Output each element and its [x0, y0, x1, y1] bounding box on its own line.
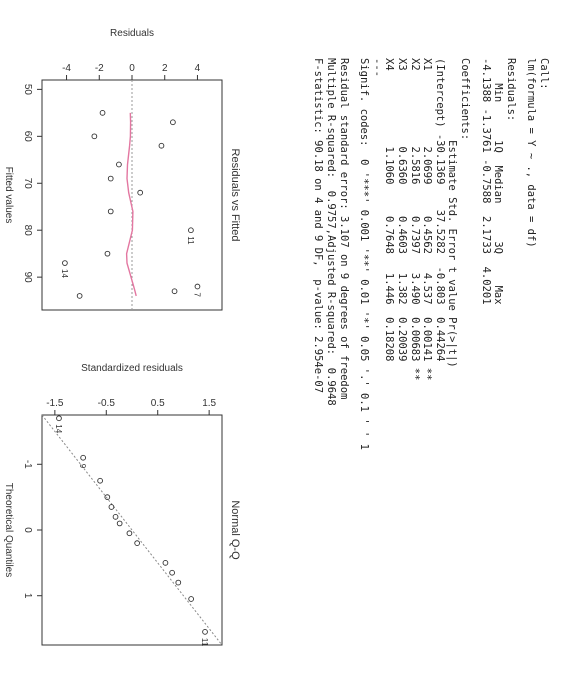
rvf-ytick-label: -4: [62, 63, 71, 74]
qq-point: [117, 521, 122, 526]
rvf-point: [108, 176, 113, 181]
rvf-axes: [3, 28, 241, 310]
rvf-point: [92, 134, 97, 139]
qq-point: [57, 416, 62, 421]
rvf-point: [159, 143, 164, 148]
rvf-xtick-label: 60: [22, 130, 33, 142]
coef-row-x1: X1 2.0699 0.4562 4.537 0.00141 **: [421, 58, 434, 381]
qq-point-label: 11: [200, 637, 210, 647]
rvf-xtick-label: 70: [22, 177, 33, 189]
coef-row-x3: X3 0.6360 0.4603 1.382 0.20039: [396, 58, 409, 381]
qq-ytick-label: 0.5: [150, 398, 165, 409]
coefficients-columns: Estimate Std. Error t value Pr(>|t|): [446, 58, 459, 387]
rvf-point: [77, 294, 82, 299]
rvf-point: [105, 251, 110, 256]
rvf-point: [172, 289, 177, 294]
qq-point: [98, 478, 103, 483]
qq-point: [135, 541, 140, 546]
coef-row-x4: X4 1.1060 0.7648 1.446 0.18208: [383, 58, 396, 381]
qq-point: [170, 570, 175, 575]
coef-row-intercept: (Intercept) -30.1369 37.5282 -0.803 0.44264: [433, 58, 446, 381]
rvf-xtick-label: 80: [22, 224, 33, 236]
residual-standard-error: Residual standard error: 3.107 on 9 degrees of freedom: [337, 58, 350, 400]
qq-point: [81, 455, 86, 460]
rvf-marks: [60, 80, 202, 310]
rvf-ylabel: Residuals: [110, 28, 154, 39]
qq-axes: [3, 363, 241, 645]
rvf-point: [189, 228, 194, 233]
qq-point-label: 9: [78, 463, 88, 469]
rvf-point-label: 11: [185, 236, 195, 245]
rvf-point: [195, 284, 200, 289]
rvf-ytick-label: 2: [161, 63, 168, 74]
rvf-point-label: 14: [59, 269, 69, 278]
rvf-smoother-line: [127, 113, 137, 296]
rvf-ytick-label: -2: [94, 63, 104, 74]
qq-point: [163, 560, 168, 565]
rvf-ytick-label: 0: [129, 63, 135, 74]
signif-codes: Signif. codes: 0 '***' 0.001 '**' 0.01 '*' 0.05 '.' 0.1 ' ' 1: [358, 58, 371, 450]
call-header: Call:: [538, 58, 550, 90]
f-statistic: F-statistic: 90.18 on 4 and 9 DF, p-value: 2.954e-07: [312, 58, 325, 394]
qq-point-label: 14: [53, 424, 63, 434]
qq-point: [127, 531, 132, 536]
qq-qq-line: [42, 415, 222, 645]
residuals-values: -4.1388 -1.3761 -0.7588 2.1733 4.0201: [479, 58, 492, 311]
qq-xtick-label: -1: [22, 459, 33, 469]
qq-xlabel: Theoretical Quantiles: [3, 482, 14, 578]
qq-ylabel: Standardized residuals: [81, 363, 183, 374]
qq-ytick-label: -1.5: [46, 398, 64, 409]
rvf-point: [108, 209, 113, 214]
call-formula: lm(formula = Y ~ ., data = df): [525, 58, 538, 248]
coef-row-x2: X2 2.5816 0.7397 3.490 0.00683 **: [408, 58, 421, 381]
qq-ytick-label: -0.5: [97, 398, 115, 409]
rvf-xlabel: Fitted values: [3, 166, 14, 224]
qq-xtick-label: 0: [22, 527, 33, 533]
residuals-columns: Min 1Q Median 3Q Max: [492, 58, 505, 311]
qq-title: Normal Q-Q: [229, 500, 241, 560]
qq-point: [189, 597, 194, 602]
rvf-frame: [42, 80, 222, 310]
rvf-point: [100, 110, 105, 115]
rvf-point: [63, 261, 68, 266]
qq-ytick-label: 1.5: [202, 398, 217, 409]
qq-point: [113, 514, 118, 519]
rvf-point-label: 7: [192, 292, 202, 297]
qq-point: [203, 629, 208, 634]
rvf-title: Residuals vs Fitted: [229, 148, 241, 242]
normal-qq-plot: [0, 355, 262, 695]
rvf-point: [171, 120, 176, 125]
qq-point: [105, 495, 110, 500]
residuals-header: Residuals:: [504, 58, 517, 122]
coefficients-header: Coefficients:: [459, 58, 472, 141]
rvf-point: [117, 162, 122, 167]
rvf-xtick-label: 90: [22, 271, 33, 283]
rvf-ytick-label: 4: [194, 63, 201, 74]
rvf-xtick-label: 50: [22, 83, 33, 95]
r-summary-output: [312, 58, 550, 450]
qq-xtick-label: 1: [22, 592, 33, 599]
separator: ---: [370, 58, 383, 77]
qq-point: [109, 505, 114, 510]
qq-point: [176, 580, 181, 585]
rvf-point: [138, 190, 143, 195]
r-squared: Multiple R-squared: 0.9757,Adjusted R-squared: 0.9648: [325, 58, 338, 406]
residuals-vs-fitted-plot: [0, 20, 262, 360]
qq-marks: [42, 415, 222, 647]
